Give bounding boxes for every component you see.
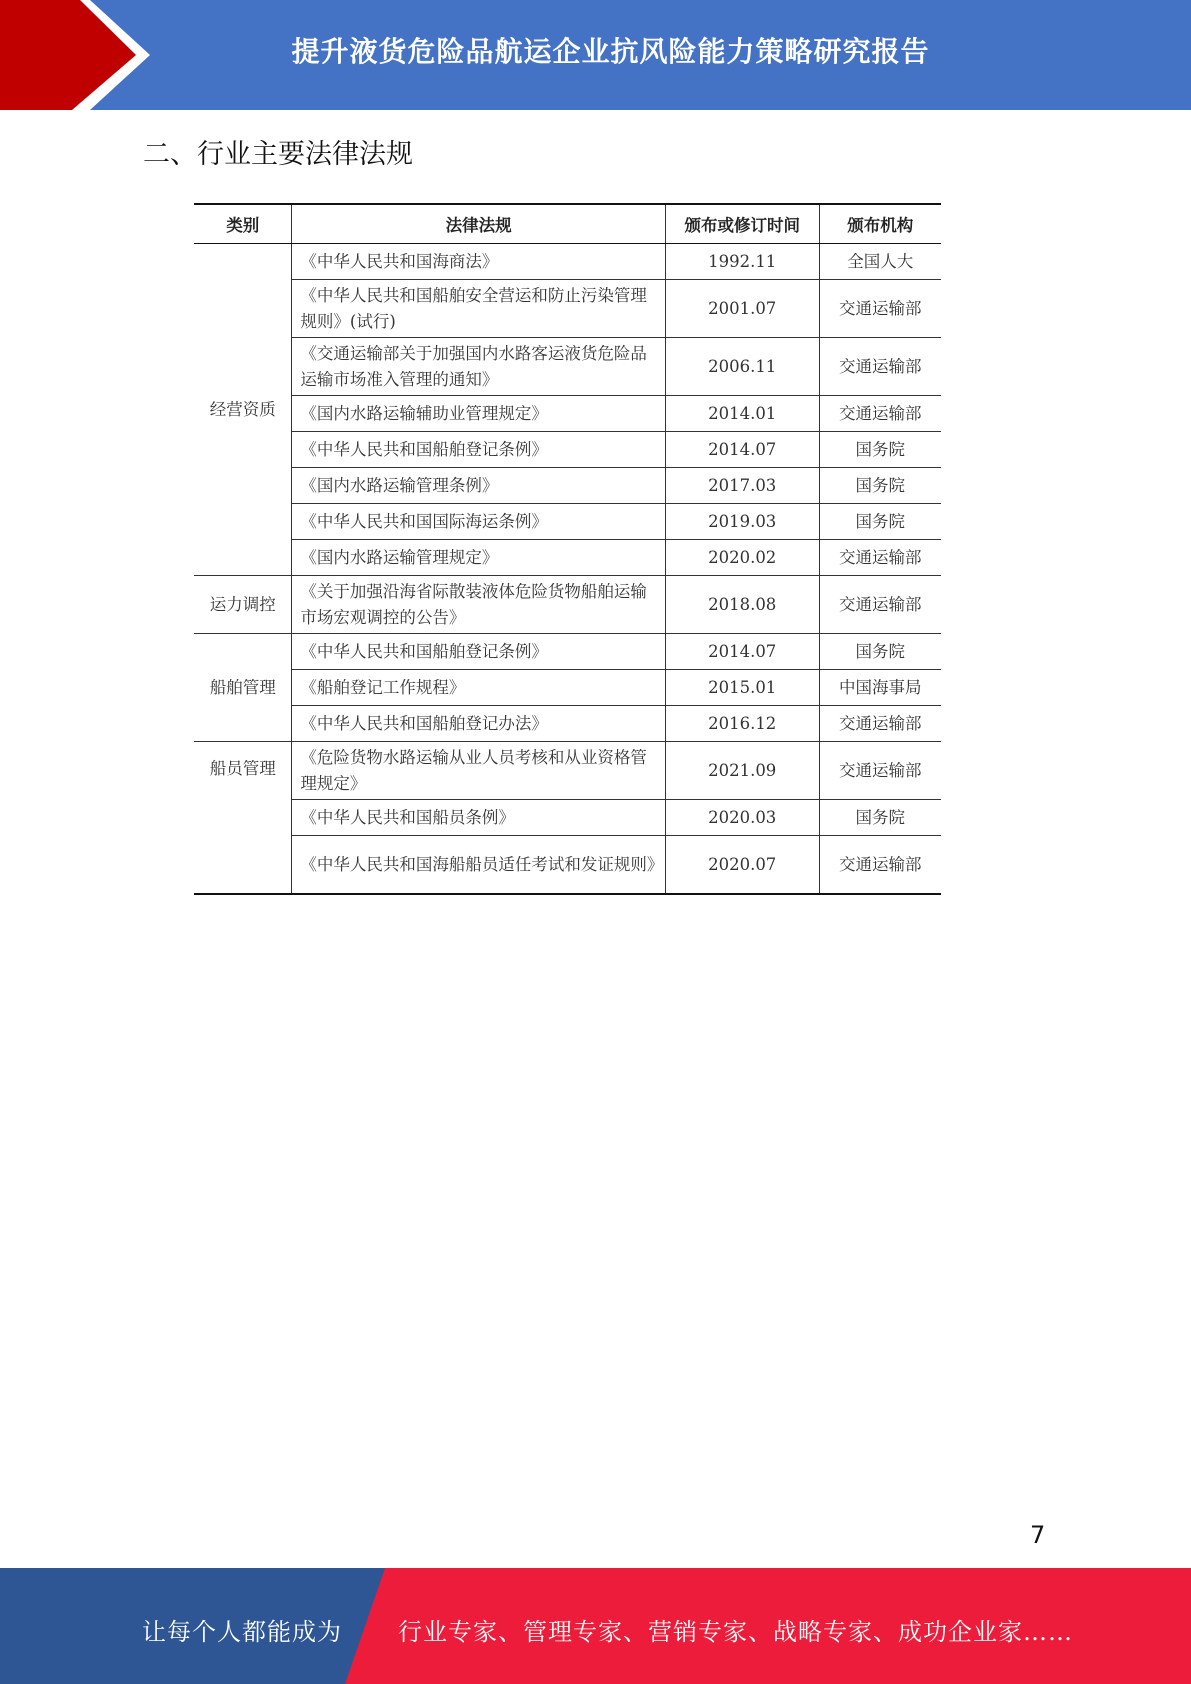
- issuer-cell: 交通运输部: [819, 742, 941, 800]
- regulations-table: [194, 203, 941, 895]
- category-cell: 船舶管理: [194, 634, 292, 742]
- table-row: [194, 338, 941, 396]
- law-cell: 《中华人民共和国船舶安全营运和防止污染管理规则》(试行): [292, 280, 666, 338]
- date-cell: 2021.09: [665, 742, 819, 800]
- table-row: [194, 800, 941, 836]
- date-cell: 2014.01: [665, 396, 819, 432]
- table-row: [194, 706, 941, 742]
- issuer-cell: 交通运输部: [819, 540, 941, 576]
- column-header-law: 法律法规: [292, 204, 666, 244]
- category-cell: 船员管理: [194, 742, 292, 895]
- issuer-cell: 国务院: [819, 634, 941, 670]
- header-arrow-decoration: [0, 0, 140, 110]
- table-row: [194, 280, 941, 338]
- date-cell: 2017.03: [665, 468, 819, 504]
- table-row: [194, 670, 941, 706]
- law-cell: 《中华人民共和国船舶登记条例》: [292, 432, 666, 468]
- table-row: [194, 836, 941, 895]
- law-cell: 《危险货物水路运输从业人员考核和从业资格管理规定》: [292, 742, 666, 800]
- issuer-cell: 国务院: [819, 432, 941, 468]
- page-footer: [0, 1568, 1191, 1684]
- law-cell: 《中华人民共和国海商法》: [292, 244, 666, 280]
- table-row: [194, 396, 941, 432]
- issuer-cell: 全国人大: [819, 244, 941, 280]
- date-cell: 2020.07: [665, 836, 819, 895]
- page-number: 7: [1030, 1521, 1046, 1549]
- issuer-cell: 交通运输部: [819, 836, 941, 895]
- law-cell: 《中华人民共和国船舶登记条例》: [292, 634, 666, 670]
- law-cell: 《交通运输部关于加强国内水路客运液货危险品运输市场准入管理的通知》: [292, 338, 666, 396]
- table-row: [194, 742, 941, 800]
- date-cell: 2014.07: [665, 634, 819, 670]
- table-row: [194, 634, 941, 670]
- law-cell: 《国内水路运输管理规定》: [292, 540, 666, 576]
- law-cell: 《船舶登记工作规程》: [292, 670, 666, 706]
- law-cell: 《关于加强沿海省际散装液体危险货物船舶运输市场宏观调控的公告》: [292, 576, 666, 634]
- date-cell: 2020.02: [665, 540, 819, 576]
- column-header-category: 类别: [194, 204, 292, 244]
- date-cell: 2014.07: [665, 432, 819, 468]
- law-cell: 《国内水路运输辅助业管理规定》: [292, 396, 666, 432]
- column-header-date: 颁布或修订时间: [665, 204, 819, 244]
- law-cell: 《国内水路运输管理条例》: [292, 468, 666, 504]
- date-cell: 2016.12: [665, 706, 819, 742]
- issuer-cell: 交通运输部: [819, 396, 941, 432]
- column-header-issuer: 颁布机构: [819, 204, 941, 244]
- table-row: [194, 244, 941, 280]
- issuer-cell: 交通运输部: [819, 576, 941, 634]
- issuer-cell: 交通运输部: [819, 706, 941, 742]
- date-cell: 2020.03: [665, 800, 819, 836]
- date-cell: 2001.07: [665, 280, 819, 338]
- category-cell: 运力调控: [194, 576, 292, 634]
- page-header: [0, 0, 1191, 110]
- category-cell: 经营资质: [194, 244, 292, 576]
- section-heading: 二、行业主要法律法规: [143, 139, 413, 170]
- date-cell: 1992.11: [665, 244, 819, 280]
- table-row: [194, 576, 941, 634]
- law-cell: 《中华人民共和国国际海运条例》: [292, 504, 666, 540]
- issuer-cell: 国务院: [819, 468, 941, 504]
- table-row: [194, 432, 941, 468]
- table-row: [194, 540, 941, 576]
- date-cell: 2018.08: [665, 576, 819, 634]
- issuer-cell: 交通运输部: [819, 338, 941, 396]
- law-cell: 《中华人民共和国船舶登记办法》: [292, 706, 666, 742]
- law-cell: 《中华人民共和国船员条例》: [292, 800, 666, 836]
- table-row: [194, 468, 941, 504]
- date-cell: 2015.01: [665, 670, 819, 706]
- issuer-cell: 国务院: [819, 504, 941, 540]
- table-header-row: [194, 204, 941, 244]
- footer-slogan-right: 行业专家、管理专家、营销专家、战略专家、成功企业家……: [398, 1618, 1073, 1646]
- issuer-cell: 交通运输部: [819, 280, 941, 338]
- table-row: [194, 504, 941, 540]
- date-cell: 2006.11: [665, 338, 819, 396]
- report-title: 提升液货危险品航运企业抗风险能力策略研究报告: [291, 35, 930, 68]
- date-cell: 2019.03: [665, 504, 819, 540]
- footer-slogan-left: 让每个人都能成为: [142, 1618, 342, 1646]
- issuer-cell: 中国海事局: [819, 670, 941, 706]
- law-cell: 《中华人民共和国海船船员适任考试和发证规则》: [292, 836, 666, 895]
- issuer-cell: 国务院: [819, 800, 941, 836]
